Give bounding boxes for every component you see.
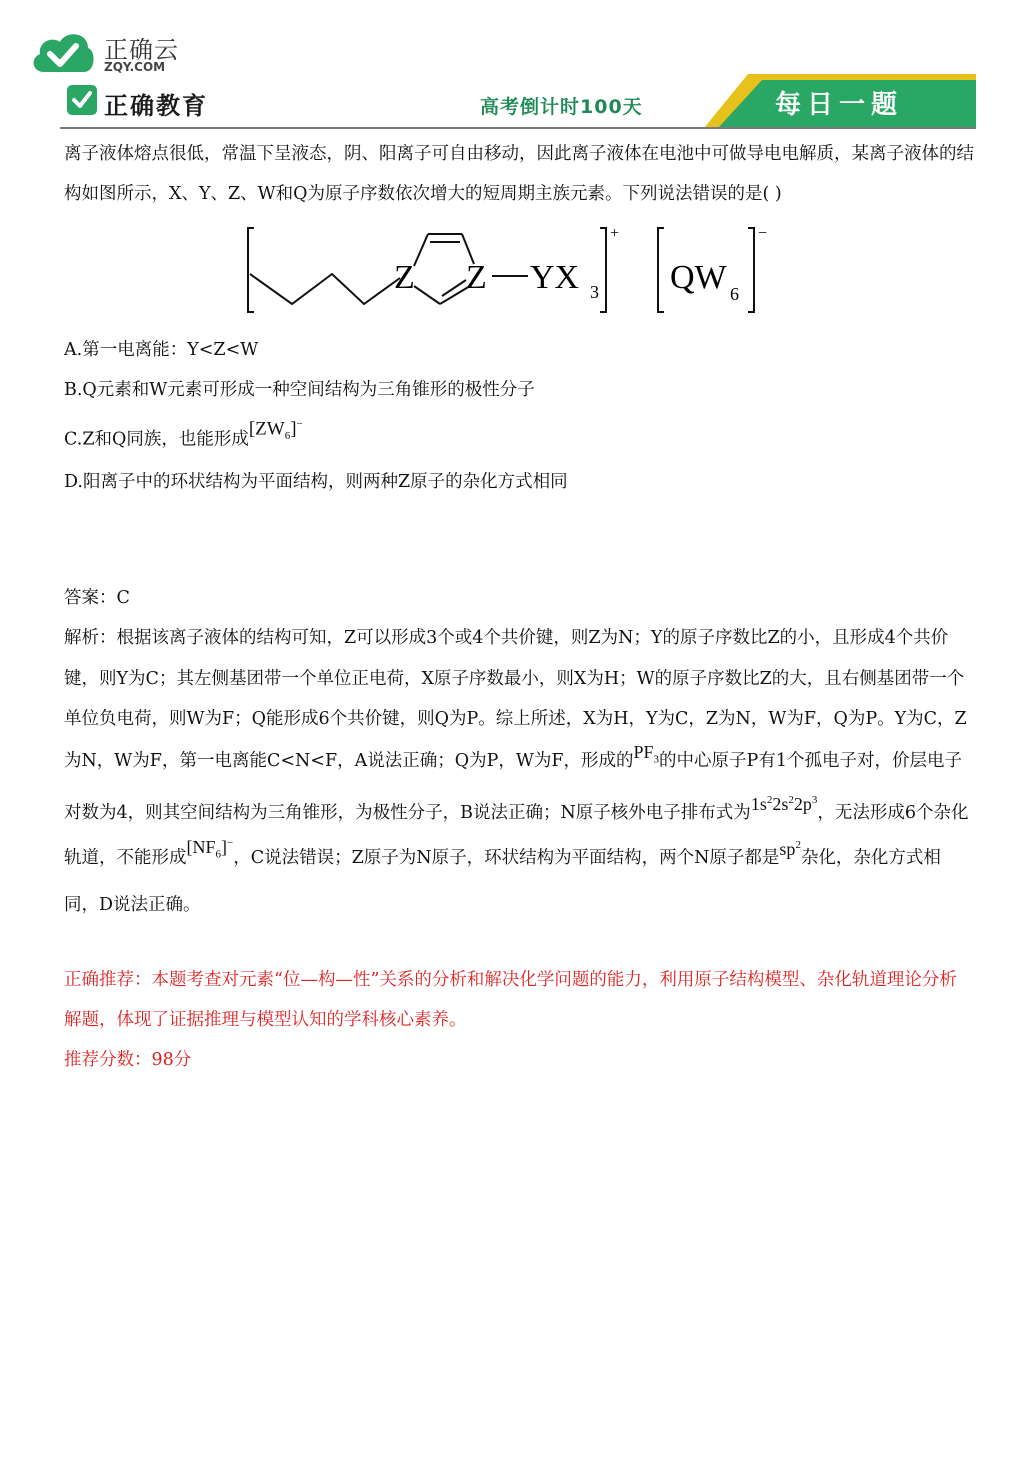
- question-stem: 离子液体熔点很低，常温下呈液态，阴、阳离子可自由移动，因此离子液体在电池中可做导电电解质，某离子液体的结构如图所示，X、Y、Z、W和Q为原子序数依次增大的短周期主族元素。下列说法错误的是( ): [64, 144, 974, 204]
- ring-atom-z-right: Z: [466, 259, 487, 296]
- logo-name: 正确云: [104, 36, 179, 64]
- header-banner: [60, 74, 976, 130]
- option-c: [64, 414, 974, 466]
- anion-formula: QW: [670, 259, 727, 296]
- option-a: A.第一电离能：Y<Z<W: [64, 340, 259, 360]
- brand-title: 正确教育: [104, 92, 208, 120]
- cloud-check-icon: [30, 28, 96, 76]
- formula-pf3: $PF_3$: [633, 741, 660, 766]
- ring-atom-z-left: Z: [394, 259, 415, 296]
- top-logo: [30, 20, 290, 80]
- substituent-yx3-subscript: 3: [590, 282, 599, 302]
- anion-subscript: 6: [730, 284, 739, 304]
- ionic-liquid-structure: [244, 216, 784, 326]
- option-b: B.Q元素和W元素可形成一种空间结构为三角锥形的极性分子: [64, 380, 535, 400]
- recommend-score: 推荐分数：98分: [64, 1049, 192, 1070]
- formula-sp2: $sp^2$: [779, 839, 801, 860]
- anion-charge: −: [758, 225, 768, 242]
- main-content: [64, 134, 974, 1080]
- recommendation: 正确推荐：本题考查对元素“位—构—性”关系的分析和解决化学问题的能力，利用原子结构模型、杂化轨道理论分析解题，体现了证据推理与模型认知的学科核心素养。: [64, 969, 957, 1030]
- formula-electron-config: $1s^22s^22p^3$: [750, 793, 818, 814]
- formula-nf6: $[NF_6]^-$: [186, 837, 234, 861]
- header-divider: [60, 127, 976, 129]
- daily-title: 每日一题: [775, 90, 904, 120]
- answer-label: 答案：C: [64, 588, 130, 609]
- option-c-formula: $[ZW_6]^-$: [248, 418, 303, 443]
- option-d: D.阳离子中的环状结构为平面结构，则两种Z原子的杂化方式相同: [64, 472, 568, 493]
- cation-charge: +: [610, 225, 620, 242]
- logo-domain: ZQY.COM: [104, 60, 166, 74]
- analysis: 解析：根据该离子液体的结构可知，Z可以形成3个或4个共价键，则Z为N；Y的原子序数比Z的小，且形成4个共价键，则Y为C；其左侧基团带一个单位正电荷，X原子序数最小，则X为H；W的原子序数比Z的大，且右侧基团带一个单位负电荷，则W为F；Q能形成6个共价键，则Q为P。综上所述，X为H，Y为C，Z为N，W为F，Q为P。Y为C，Z为N，W为F，第一电离能C<N<F，A说法正确；Q为P，W为F，形成的$PF_3$的中心原子P有1个孤电子对，价层电子对数为4，则其空间结构为三角锥形，为极性分子，B说法正确；N原子核外电子排布式为$1s^22s^22p^3$，无法形成6个杂化轨道，不能形成$[NF_6]^-$，C说法错误；Z原子为N原子，环状结构为平面结构，两个N原子都是$sp^2$杂化，杂化方式相同，D说法正确。: [64, 628, 969, 916]
- option-c-text: C.Z和Q同族，也能形成: [64, 429, 249, 450]
- checkbox-icon: [66, 84, 98, 116]
- countdown-text: 高考倒计时100天: [480, 96, 643, 118]
- substituent-yx3: YX: [530, 259, 580, 296]
